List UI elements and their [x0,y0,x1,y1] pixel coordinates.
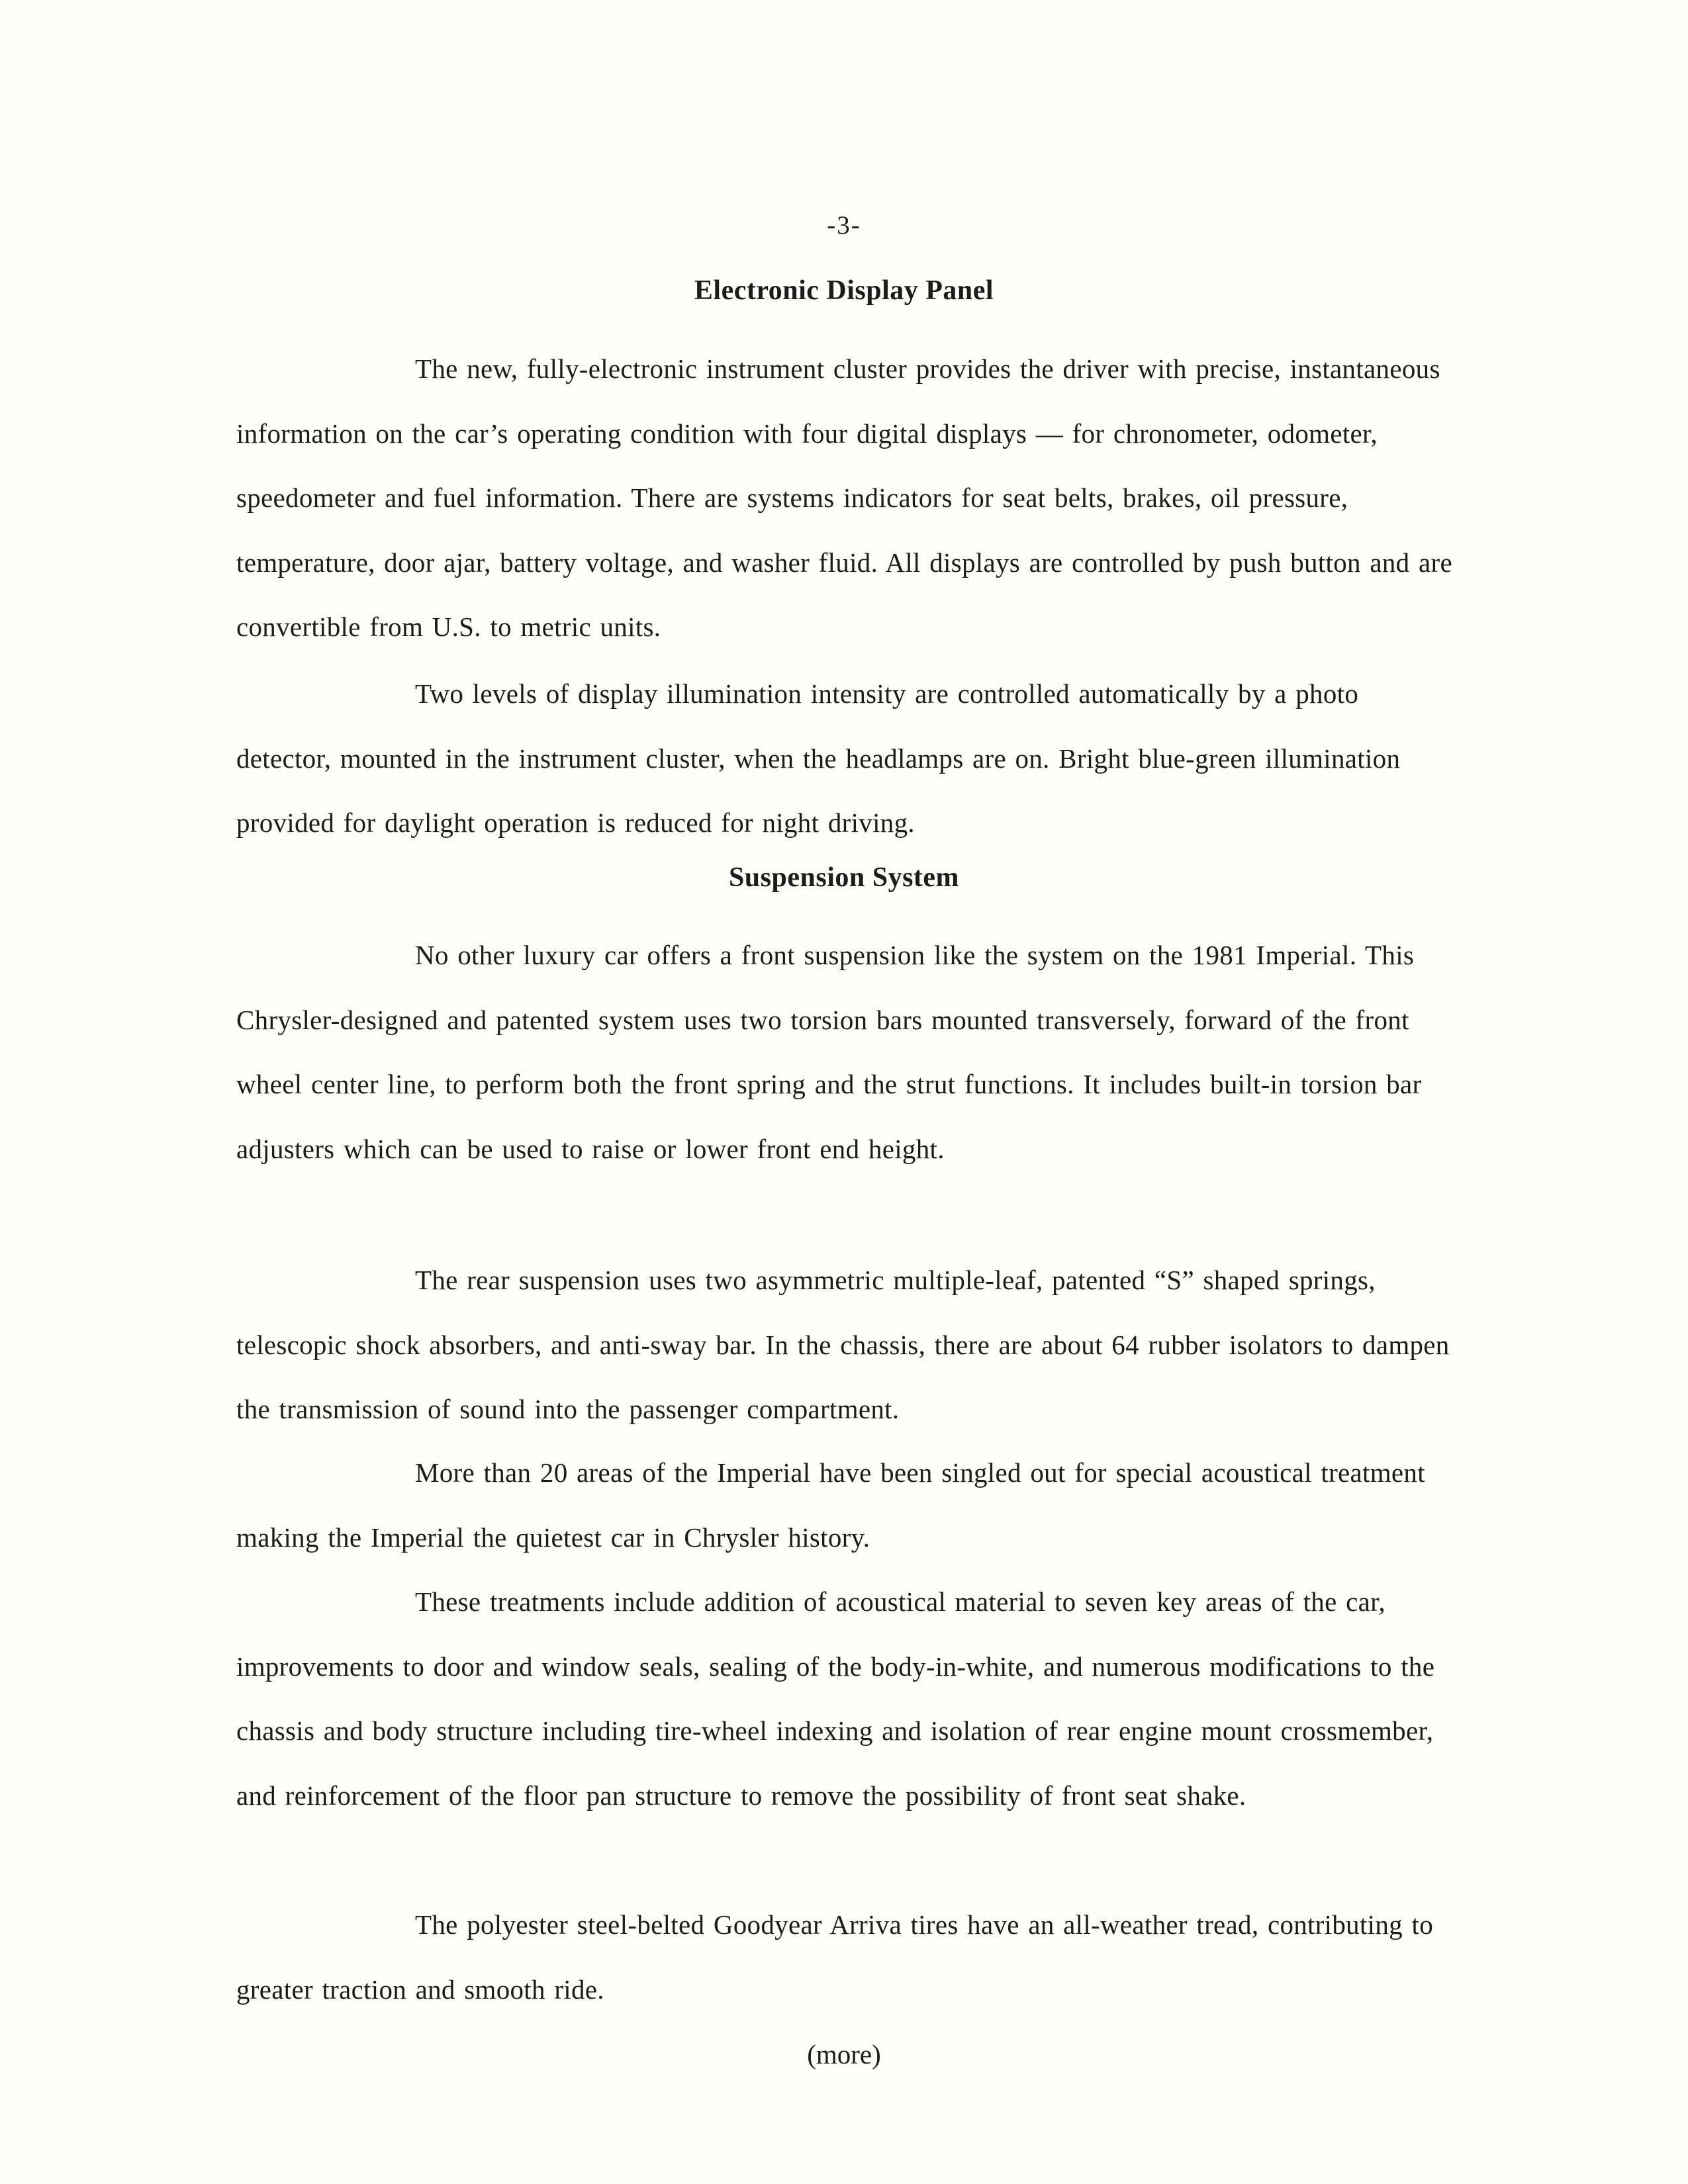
paragraph-tires: The polyester steel-belted Goodyear Arriva tires have an all-weather tread, contributing to greater traction and smooth ride. [236,1909,1434,2005]
section-heading-electronic-display-panel: Electronic Display Panel [694,275,994,306]
paragraph-acoustical-treatments: These treatments include addition of acoustical material to seven key areas of the car, improvements to door and window seals, sealing of the body-in-white, and numerous modifications to the chassis and body structure including tire-wheel indexing and isolation of rear engine mount crossmember, and reinforcement of the floor pan structure to remove the possibility of front seat shake. [236,1586,1435,1811]
paragraph-front-suspension: No other luxury car offers a front suspension like the system on the 1981 Imperial. This Chrysler-designed and patented system uses two torsion bars mounted transversely, forward of the front wheel center line, to perform both the front spring and the strut functions. It includes built-in torsion bar adjusters which can be used to raise or lower front end height. [236,940,1422,1164]
paragraph-display-illumination: Two levels of display illumination intensity are controlled automatically by a photo detector, mounted in the instrument cluster, when the headlamps are on. Bright blue-green illumination provided for daylight operation is reduced for night driving. [236,678,1401,839]
paragraph-instrument-cluster: The new, fully-electronic instrument cluster provides the driver with precise, instantaneous information on the car’s operating condition with four digital displays — for chronometer, odometer, speedometer and fuel information. There are systems indicators for seat belts, brakes, oil pressure, temperature, door ajar, battery voltage, and washer fluid. All displays are controlled by push button and are convertible from U.S. to metric units. [236,353,1452,643]
page-number: -3- [827,211,861,240]
paragraph-rear-suspension: The rear suspension uses two asymmetric multiple-leaf, patented “S” shaped springs, telescopic shock absorbers, and anti-sway bar. In the chassis, there are about 64 rubber isolators to dampen the transmission of sound into the passenger compartment. [236,1265,1450,1425]
paragraph-acoustical-areas: More than 20 areas of the Imperial have been singled out for special acoustical treatment making the Imperial the quietest car in Chrysler history. [236,1457,1425,1553]
continuation-marker: (more) [807,2039,881,2070]
section-heading-suspension-system: Suspension System [728,862,960,893]
